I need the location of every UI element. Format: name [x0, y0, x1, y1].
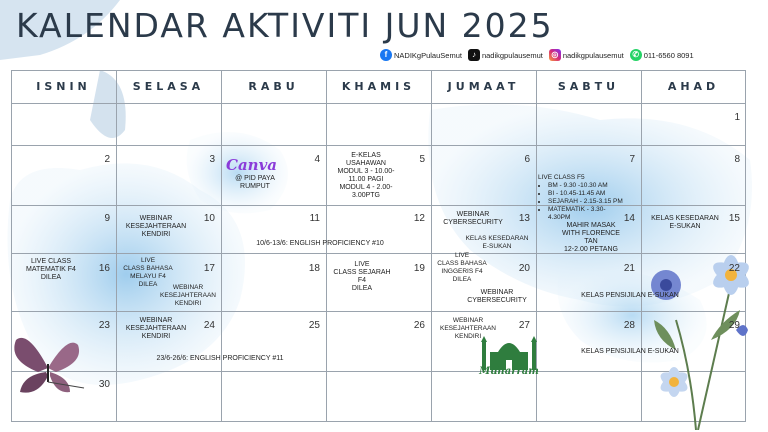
grid-line: [11, 205, 746, 206]
date-4[interactable]: 4: [314, 154, 320, 165]
canva-logo: Canva: [226, 156, 277, 174]
event-text: KENDIRI: [454, 333, 482, 340]
list-item: • BI - 10.45-11.45 AM: [548, 190, 626, 198]
event-text: DILEA: [452, 276, 472, 283]
day-header-rabu: RABU: [248, 80, 299, 93]
page-title: KALENDAR AKTIVITI JUN 2025: [16, 6, 554, 45]
event-text: KESEJAHTERAAN: [440, 325, 496, 332]
event-text: RUMPUT: [240, 183, 270, 190]
date-21[interactable]: 21: [623, 263, 635, 274]
date-12[interactable]: 12: [413, 213, 425, 224]
event-text: 4.30PM: [548, 214, 571, 221]
event-text: KENDIRI: [174, 300, 202, 307]
date-8[interactable]: 8: [734, 154, 740, 165]
date-13[interactable]: 13: [518, 213, 530, 224]
facebook-link[interactable]: [380, 49, 462, 61]
event-text: WEBINAR: [139, 215, 173, 222]
event-13: [438, 211, 508, 227]
event-text: KENDIRI: [141, 231, 171, 238]
event-20b: [460, 289, 534, 305]
event-text: @ PID PAYA: [235, 175, 275, 182]
date-26[interactable]: 26: [413, 320, 425, 331]
event-text: KENDIRI: [141, 333, 171, 340]
event-text: F4: [357, 277, 367, 284]
event-text: CLASS SEJARAH: [333, 269, 391, 276]
date-25[interactable]: 25: [308, 320, 320, 331]
event-text: MODUL 3 - 10.00-: [337, 168, 395, 175]
event-text: MODUL 4 - 2.00-: [339, 184, 393, 191]
day-header-jumaat: JUMAAT: [447, 80, 520, 93]
date-22[interactable]: 22: [728, 263, 740, 274]
event-text: INGGERIS F4: [441, 268, 483, 275]
event-text: DILEA: [40, 274, 62, 281]
event-text: MELAYU F4: [130, 273, 166, 280]
date-27[interactable]: 27: [518, 320, 530, 331]
event-text: E-KELAS: [351, 152, 381, 159]
social-links: [380, 46, 694, 64]
event-text: WEBINAR: [172, 284, 204, 291]
event-english-proficiency-11: 23/6-26/6: ENGLISH PROFICIENCY #11: [156, 355, 284, 362]
event-text: WEBINAR: [452, 317, 484, 324]
day-header-sabtu: SABTU: [557, 80, 620, 93]
date-2[interactable]: 2: [104, 154, 110, 165]
event-text: CLASS BAHASA: [437, 260, 487, 267]
list-item: • BM - 9.30 -10.30 AM: [548, 182, 626, 190]
event-text: E-SUKAN: [669, 223, 701, 230]
event-28: KELAS PENSIJILAN E-SUKAN: [581, 348, 679, 355]
grid-line: [221, 70, 222, 422]
list-item: • SEJARAH - 2.15-3.15 PM: [548, 198, 626, 206]
date-14[interactable]: 14: [623, 213, 635, 224]
day-header-selasa: SELASA: [132, 80, 205, 93]
date-7[interactable]: 7: [629, 154, 635, 165]
date-24[interactable]: 24: [203, 320, 215, 331]
event-text: KESEJAHTERAAN: [125, 223, 187, 230]
event-text: WEBINAR: [139, 317, 173, 324]
whatsapp-icon: ✆: [630, 49, 642, 61]
event-5: [335, 152, 397, 200]
date-20[interactable]: 20: [518, 263, 530, 274]
date-5[interactable]: 5: [419, 154, 425, 165]
event-text: USAHAWAN: [346, 160, 386, 167]
grid-line: [11, 103, 746, 104]
day-header-khamis: KHAMIS: [341, 80, 416, 93]
date-6[interactable]: 6: [524, 154, 530, 165]
event-text: CYBERSECURITY: [467, 297, 527, 304]
event-4: [226, 175, 284, 191]
event-text: LIVE CLASS: [30, 258, 72, 265]
event-english-proficiency-10: 10/6-13/6: ENGLISH PROFICIENCY #10: [256, 240, 384, 247]
date-15[interactable]: 15: [728, 213, 740, 224]
event-14: [556, 222, 626, 254]
event-24: [125, 317, 187, 341]
event-21: KELAS PENSIJILAN E-SUKAN: [581, 292, 679, 299]
list-item: • MATEMATIK - 3.30-: [548, 206, 626, 214]
event-text: MATEMATIK F4: [26, 266, 76, 273]
date-23[interactable]: 23: [98, 320, 110, 331]
flower-icon: [636, 230, 768, 430]
event-20a: [436, 252, 488, 284]
event-7: [538, 174, 626, 222]
event-15: [645, 215, 725, 231]
event-10: [125, 215, 187, 239]
event-text: LIVE: [140, 257, 156, 264]
date-17[interactable]: 17: [203, 263, 215, 274]
event-text: E-SUKAN: [482, 243, 512, 250]
event-text: LIVE: [354, 261, 370, 268]
event-text: 12-2.00 PETANG: [564, 246, 618, 253]
instagram-link[interactable]: [549, 49, 624, 61]
date-3[interactable]: 3: [209, 154, 215, 165]
event-text: WEBINAR: [480, 289, 514, 296]
event-16: [18, 258, 84, 282]
event-heading: LIVE CLASS F5: [538, 174, 585, 181]
event-19: [332, 261, 392, 293]
event-text: 11.00 PAGI: [348, 176, 384, 183]
date-29[interactable]: 29: [728, 320, 740, 331]
event-text: CYBERSECURITY: [443, 219, 503, 226]
date-16[interactable]: 16: [98, 263, 110, 274]
whatsapp-number: 011-6560 8091: [643, 50, 694, 60]
grid-line: [11, 145, 746, 146]
grid-line: [431, 70, 432, 422]
day-header-ahad: AHAD: [667, 80, 720, 93]
whatsapp-link[interactable]: [630, 49, 694, 61]
date-18[interactable]: 18: [308, 263, 320, 274]
event-text: WITH FLORENCE TAN: [562, 230, 620, 245]
event-text: DILEA: [138, 281, 158, 288]
date-9[interactable]: 9: [104, 213, 110, 224]
facebook-handle: NADIKgPulauSemut: [394, 50, 462, 60]
date-19[interactable]: 19: [413, 263, 425, 274]
day-header-isnin: ISNIN: [36, 80, 91, 93]
tiktok-handle: nadikgpulausemut: [481, 50, 543, 60]
tiktok-link[interactable]: [468, 49, 543, 61]
event-text: KESEJAHTERAAN: [160, 292, 216, 299]
event-text: MAHIR MASAK: [566, 222, 616, 229]
event-13b: [462, 235, 532, 251]
event-text: KESEJAHTERAAN: [125, 325, 187, 332]
date-11[interactable]: 11: [309, 213, 320, 224]
event-text: CLASS BAHASA: [123, 265, 173, 272]
event-text: LIVE: [454, 252, 470, 259]
facebook-icon: f: [380, 49, 392, 61]
date-28[interactable]: 28: [623, 320, 635, 331]
event-text: KELAS KESEDARAN: [465, 235, 529, 242]
muharram-label: Muharram: [479, 366, 539, 377]
event-text: DILEA: [351, 285, 373, 292]
date-10[interactable]: 10: [203, 213, 215, 224]
butterfly-icon: [8, 330, 88, 400]
event-text: 3.00PTG: [351, 192, 380, 199]
instagram-handle: nadikgpulausemut: [562, 50, 624, 60]
date-1[interactable]: 1: [734, 112, 740, 123]
instagram-icon: ◎: [549, 49, 561, 61]
event-text: WEBINAR: [456, 211, 490, 218]
event-7-list: [538, 182, 626, 214]
tiktok-icon: ♪: [468, 49, 480, 61]
date-30[interactable]: 30: [98, 379, 110, 390]
grid-line: [116, 70, 117, 422]
event-17b: [160, 284, 216, 308]
event-text: KELAS KESEDARAN: [651, 215, 719, 222]
